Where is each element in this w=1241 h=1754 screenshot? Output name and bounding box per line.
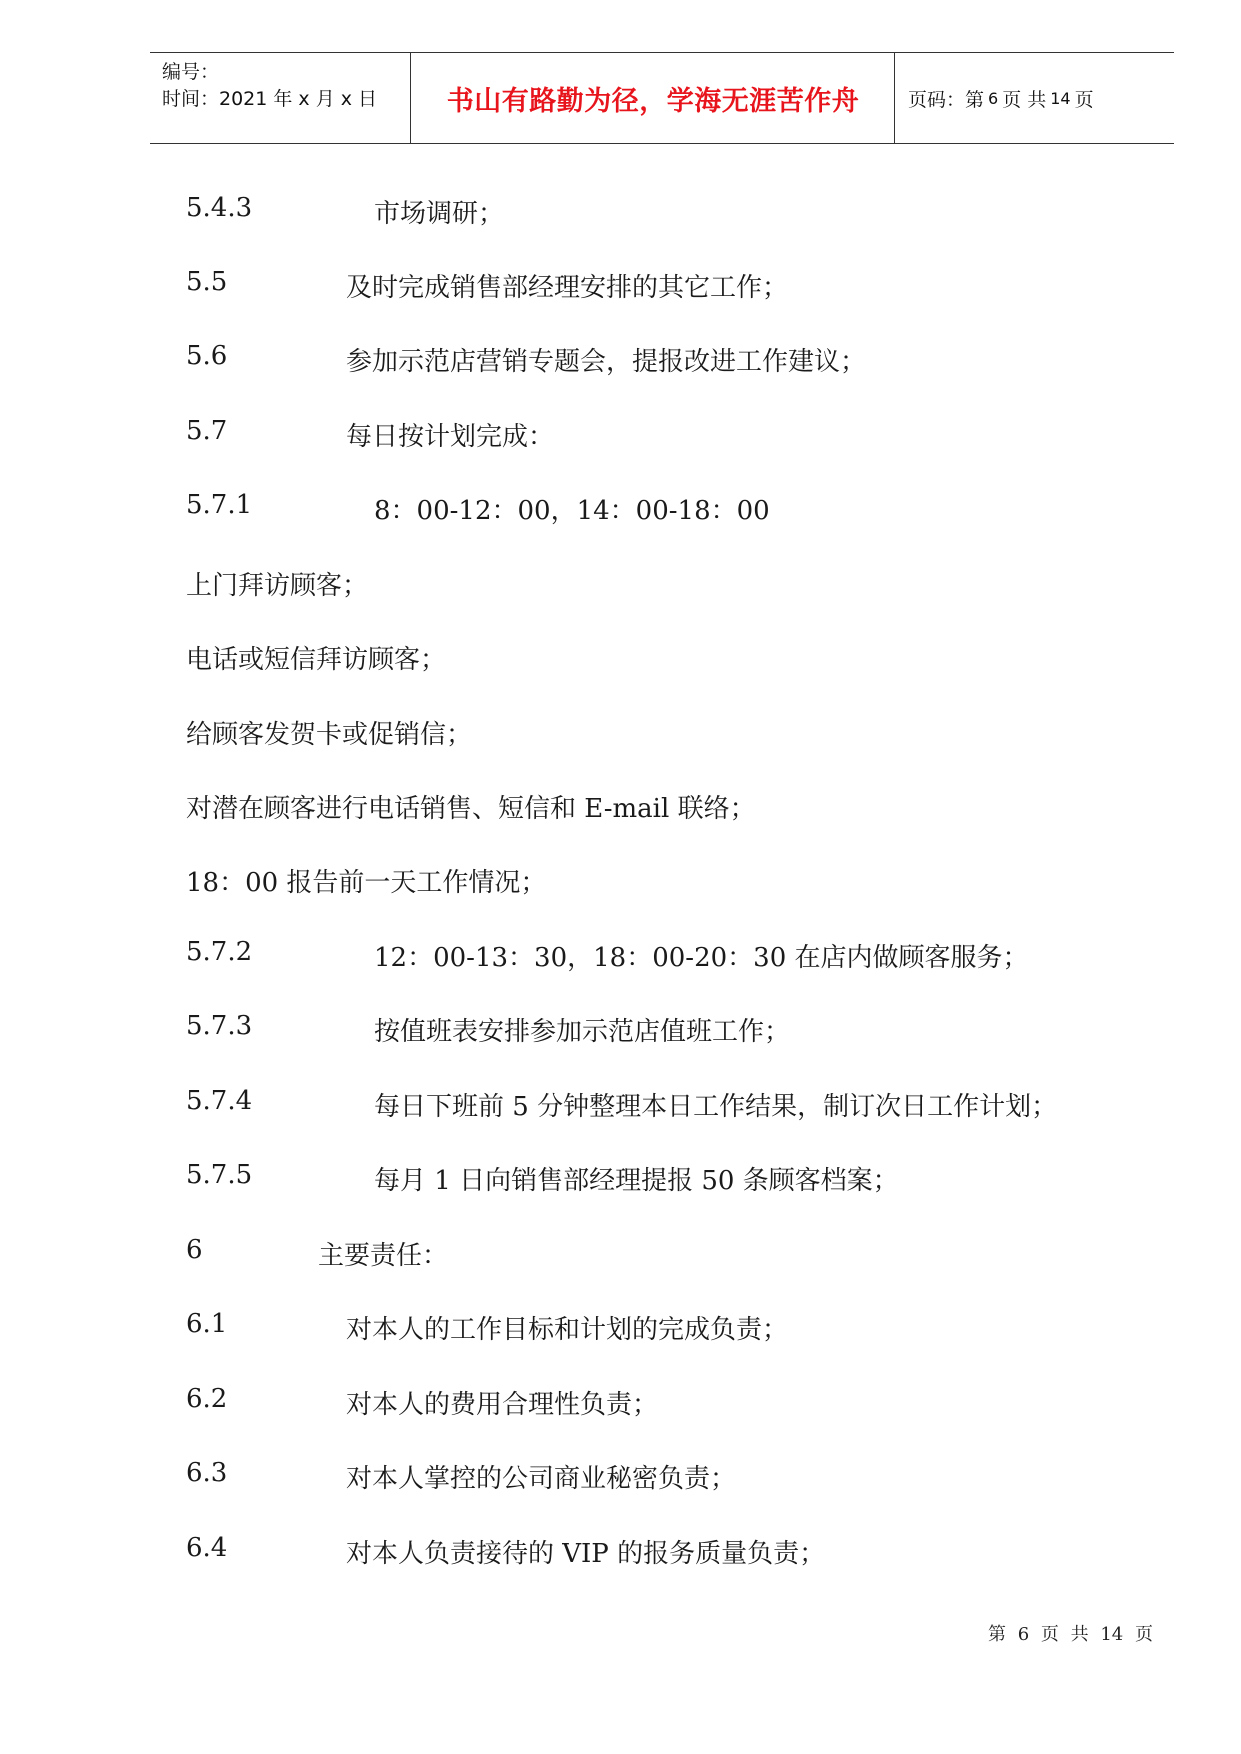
section-number: 6 [186,1235,203,1265]
line-text: 12：00-13：30，18：00-20：30 在店内做顾客服务； [374,943,1029,973]
line-text: 每日按计划完成： [346,422,555,452]
line-text: 主要责任： [318,1241,449,1271]
document-line [186,1384,659,1420]
page-footer: 第 6 页 共 14 页 [988,1624,1153,1645]
document-line [186,937,1029,973]
section-number: 5.6 [186,341,228,371]
header-divider [410,53,411,143]
header-motto: 书山有路勤为径，学海无涯苦作舟 [446,85,860,117]
section-number: 6.4 [186,1533,228,1563]
document-line [186,1011,791,1047]
line-text: 每日下班前 5 分钟整理本日工作结果，制订次日工作计划； [374,1092,1058,1122]
line-text: 每月 1 日向销售部经理提报 50 条顾客档案； [374,1166,899,1196]
line-text: 及时完成销售部经理安排的其它工作； [346,273,789,303]
line-text: 按值班表安排参加示范店值班工作； [374,1017,791,1047]
line-text: 对本人负责接待的 VIP 的报务质量负责； [346,1539,826,1569]
header-divider [894,53,895,143]
document-line [186,267,789,303]
section-number: 5.7.4 [186,1086,253,1116]
line-text: 对本人的工作目标和计划的完成负责； [346,1315,789,1345]
document-line [186,1309,789,1345]
document-line [186,193,505,229]
section-number: 5.7.2 [186,937,253,967]
line-text: 给顾客发贺卡或促销信； [186,720,473,750]
page-current: 6 [988,88,999,108]
line-text: 对潜在顾客进行电话销售、短信和 E-mail 联络； [186,794,756,824]
document-line [186,1458,737,1494]
line-text: 对本人的费用合理性负责； [346,1390,659,1420]
section-number: 5.7.1 [186,490,253,520]
line-text: 上门拜访顾客； [186,571,369,601]
header-meta [162,59,377,113]
date-line: 时间：2021 年 x 月 x 日 [162,88,378,110]
section-number: 6.2 [186,1384,228,1414]
page-total: 14 [1050,88,1071,108]
line-text: 市场调研； [374,199,505,229]
document-line [186,1086,1058,1122]
section-number: 5.7.3 [186,1011,253,1041]
section-number: 6.1 [186,1309,228,1339]
section-number: 5.7.5 [186,1160,253,1190]
line-text: 参加示范店营销专题会，提报改进工作建议； [346,347,867,377]
document-line [186,341,867,377]
serial-label: 编号： [162,61,220,83]
page-mid: 页 共 [1002,88,1047,111]
line-text: 18：00 报告前一天工作情况； [186,868,547,898]
line-text: 8：00-12：00，14：00-18：00 [374,496,770,526]
document-line [186,1533,826,1569]
page-prefix: 页码：第 [908,88,985,111]
section-number: 5.4.3 [186,193,253,223]
line-text: 对本人掌控的公司商业秘密负责； [346,1464,737,1494]
document-line [186,1235,449,1271]
line-text: 电话或短信拜访顾客； [186,645,447,675]
document-line [186,416,555,452]
page-header [150,52,1174,144]
section-number: 6.3 [186,1458,228,1488]
header-page-number [908,53,1094,143]
page-suffix: 页 [1074,88,1094,111]
section-number: 5.5 [186,267,228,297]
document-line [186,490,770,526]
section-number: 5.7 [186,416,228,446]
document-line [186,1160,899,1196]
